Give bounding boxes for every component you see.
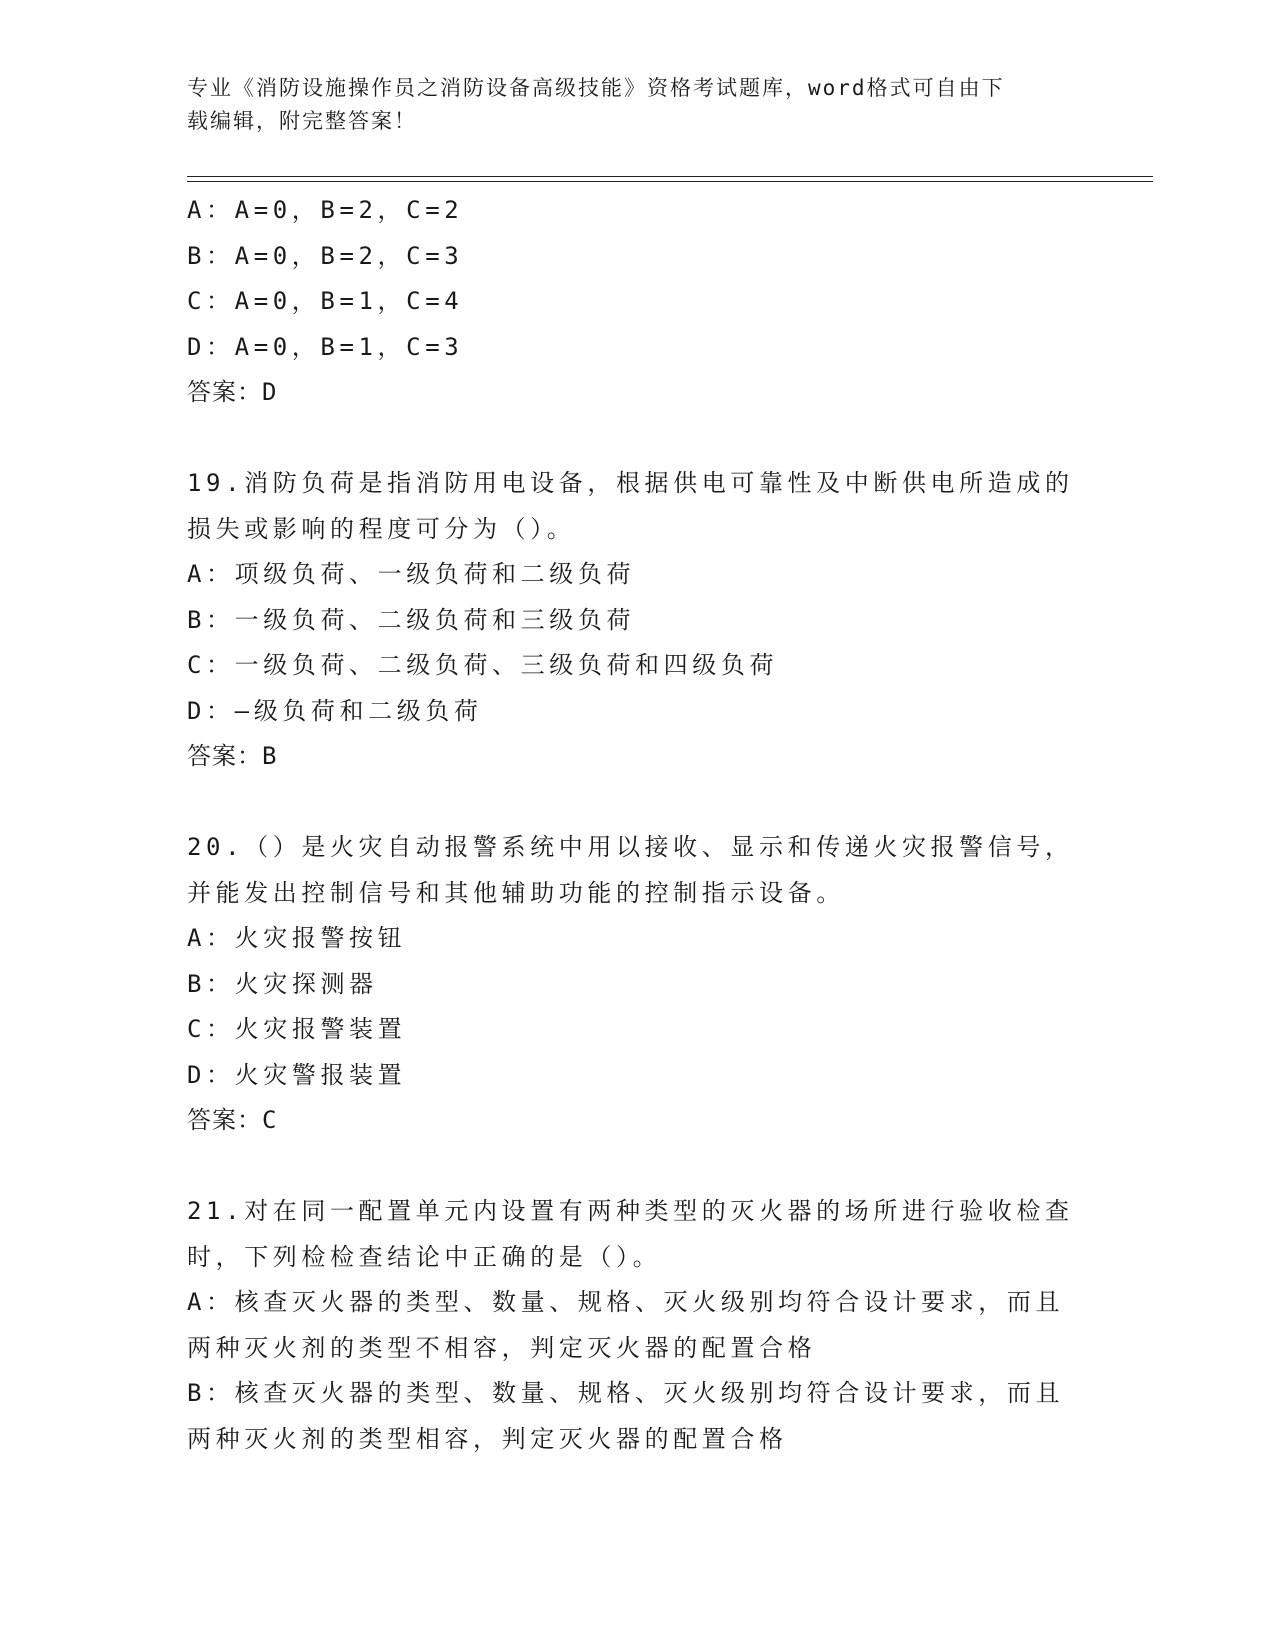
answer: 答案：C [187,1106,278,1134]
question-21 [187,1189,1087,1462]
question-list [187,188,1087,1462]
option-b: B：一级负荷、二级负荷和三级负荷 [187,605,636,634]
option-a-cont: 两种灭火剂的类型不相容，判定灭火器的配置合格 [187,1333,817,1362]
option-c: C：火灾报警装置 [187,1015,407,1043]
question-stem-cont: 并能发出控制信号和其他辅助功能的控制指示设备。 [187,878,845,907]
option-d: D：火灾警报装置 [187,1060,407,1089]
option-b: B：火灾探测器 [187,969,378,998]
option-a: A：项级负荷、一级负荷和二级负荷 [187,560,636,588]
header-rule-bottom [187,181,1153,182]
option-c: C：一级负荷、二级负荷、三级负荷和四级负荷 [187,651,779,679]
question-19 [187,461,1087,780]
question-stem-cont: 损失或影响的程度可分为（）。 [187,514,576,543]
option-a: A：火灾报警按钮 [187,924,407,952]
header-rule-top [187,176,1153,177]
spacer [187,1144,1087,1190]
document-header [187,72,1067,138]
option-b-cont: 两种灭火剂的类型相容，判定灭火器的配置合格 [187,1424,788,1453]
option-a: A：A=0，B=2，C=2 [187,196,464,224]
question-stem-cont: 时，下列检检查结论中正确的是（）。 [187,1242,662,1271]
option-b: B：核查灭火器的类型、数量、规格、灭火级别均符合设计要求，而且 [187,1379,1065,1407]
header-line-1: 专业《消防设施操作员之消防设备高级技能》资格考试题库，word格式可自由下 [187,76,1005,100]
question-stem: 19.消防负荷是指消防用电设备，根据供电可靠性及中断供电所造成的 [187,469,1074,497]
option-b: B：A=0，B=2，C=3 [187,241,464,270]
question-stem: 21.对在同一配置单元内设置有两种类型的灭火器的场所进行验收检查 [187,1197,1074,1225]
option-a: A：核查灭火器的类型、数量、规格、灭火级别均符合设计要求，而且 [187,1288,1065,1316]
spacer [187,780,1087,826]
header-line-2: 载编辑，附完整答案！ [187,109,417,133]
option-d: D：A=0，B=1，C=3 [187,332,464,361]
question-20 [187,825,1087,1144]
question-18 [187,188,1087,416]
option-c: C：A=0，B=1，C=4 [187,287,464,315]
answer: 答案：D [187,378,278,406]
answer: 答案：B [187,742,278,770]
spacer [187,416,1087,462]
option-d: D：—级负荷和二级负荷 [187,696,483,725]
question-stem: 20.（）是火灾自动报警系统中用以接收、显示和传递火灾报警信号， [187,833,1074,861]
